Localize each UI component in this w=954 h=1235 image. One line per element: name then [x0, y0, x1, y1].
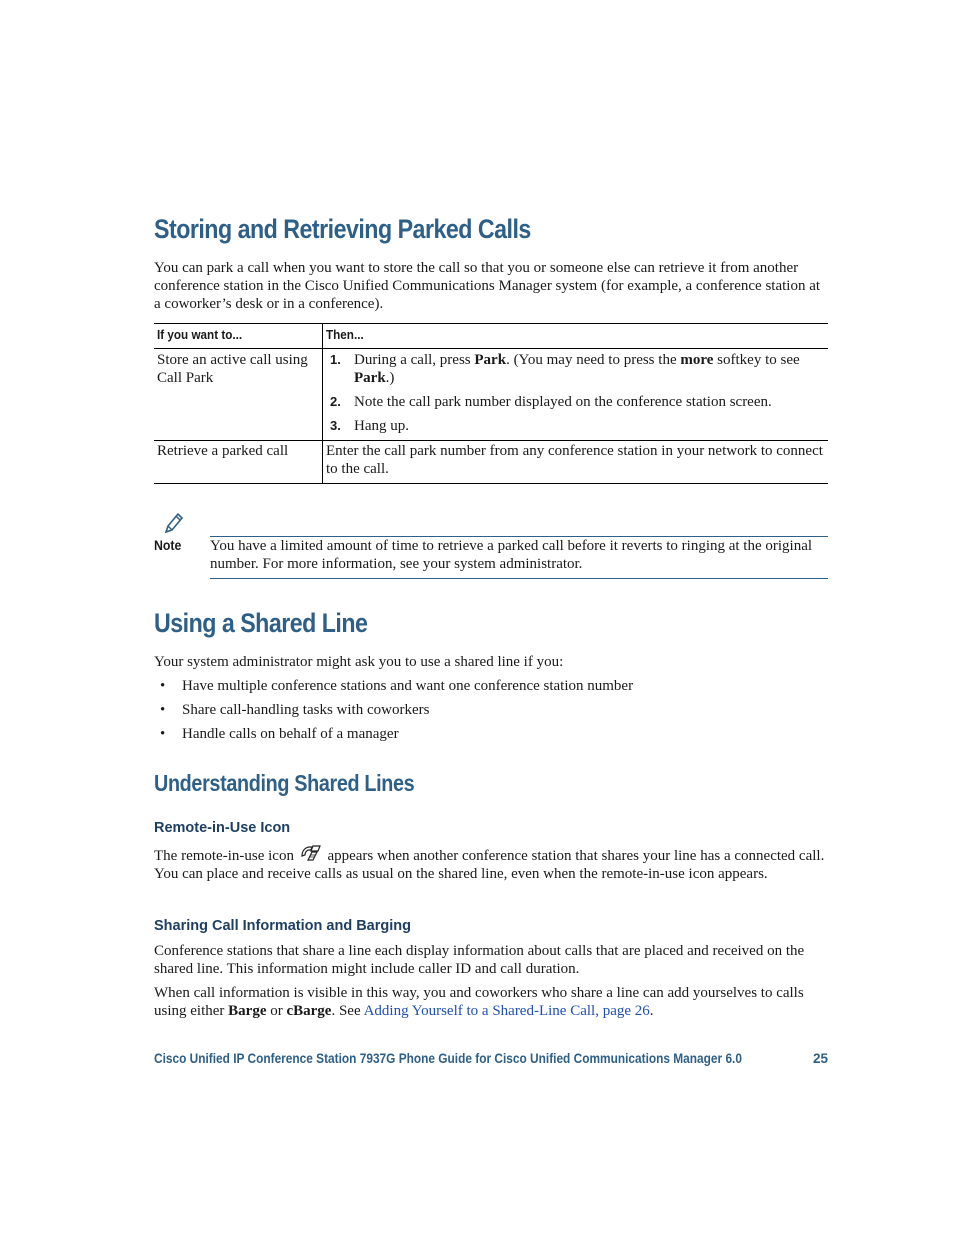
- step-number: 1.: [330, 352, 341, 367]
- section-title-shared-line: Using a Shared Line: [154, 608, 368, 638]
- bullet-icon: •: [160, 678, 166, 694]
- subsection-title-remote-in-use: Remote-in-Use Icon: [154, 820, 291, 836]
- step-number: 3.: [330, 418, 341, 433]
- table-top-rule: [154, 323, 828, 324]
- step-number: 2.: [330, 394, 341, 409]
- shared-line-call-link[interactable]: Adding Yourself to a Shared-Line Call, page 26: [363, 1003, 650, 1019]
- bullet-icon: •: [160, 726, 166, 742]
- subsection-title-sharing-call-info: Sharing Call Information and Barging: [154, 918, 411, 934]
- table-bottom-rule: [154, 483, 828, 484]
- sharing-call-info-paragraph-2: When call information is visible in this way, you and coworkers who share a line can add yourselves to calls using either Barge or cBarge. See Adding Yourself to a Shared-Line Call, page 26.: [154, 985, 804, 1019]
- section-title-parked-calls: Storing and Retrieving Parked Calls: [154, 214, 531, 244]
- step-text: Note the call park number displayed on the conference station screen.: [354, 394, 772, 410]
- remote-in-use-paragraph: The remote-in-use icon appears when another conference station that shares your line has a connected call. You can place and receive calls as usual on the shared line, even when the remote-in-use icon appears.: [154, 844, 828, 883]
- note-bottom-rule: [210, 578, 828, 579]
- step-text: Hang up.: [354, 418, 409, 434]
- table-row-1-want: Store an active call using Call Park: [157, 352, 308, 386]
- note-label: Note: [154, 537, 182, 553]
- table-header-then: Then...: [326, 327, 364, 342]
- section-title-understanding-shared-lines: Understanding Shared Lines: [154, 770, 415, 796]
- note-text: You have a limited amount of time to retrieve a parked call before it reverts to ringing at the original number. For more information, see your system administrator.: [210, 538, 813, 572]
- footer-title: Cisco Unified IP Conference Station 7937G Phone Guide for Cisco Unified Communications Manager 6.0: [154, 1051, 742, 1066]
- table-header-want: If you want to...: [157, 327, 243, 342]
- table-row-2-want: Retrieve a parked call: [157, 443, 289, 459]
- table-header-rule: [154, 348, 828, 349]
- remote-in-use-icon: [300, 844, 322, 864]
- page-number: 25: [812, 1051, 828, 1066]
- shared-line-intro: Your system administrator might ask you to use a shared line if you:: [154, 654, 564, 670]
- sharing-call-info-paragraph-1: Conference stations that share a line each display information about calls that are placed and received on the shared line. This information might include caller ID and call duration.: [154, 943, 805, 977]
- parked-calls-intro: You can park a call when you want to store the call so that you or someone else can retrieve it from another conference station in the Cisco Unified Communications Manager system (for example, a conference station at a coworker’s desk or in a conference).: [154, 260, 821, 312]
- table-row-rule: [154, 440, 828, 441]
- pencil-icon: [162, 512, 184, 536]
- bullet-icon: •: [160, 702, 166, 718]
- table-row-2-then: Enter the call park number from any conference station in your network to connect to the call.: [326, 443, 823, 477]
- step-text: During a call, press Park. (You may need to press the more softkey to see Park.): [354, 352, 800, 386]
